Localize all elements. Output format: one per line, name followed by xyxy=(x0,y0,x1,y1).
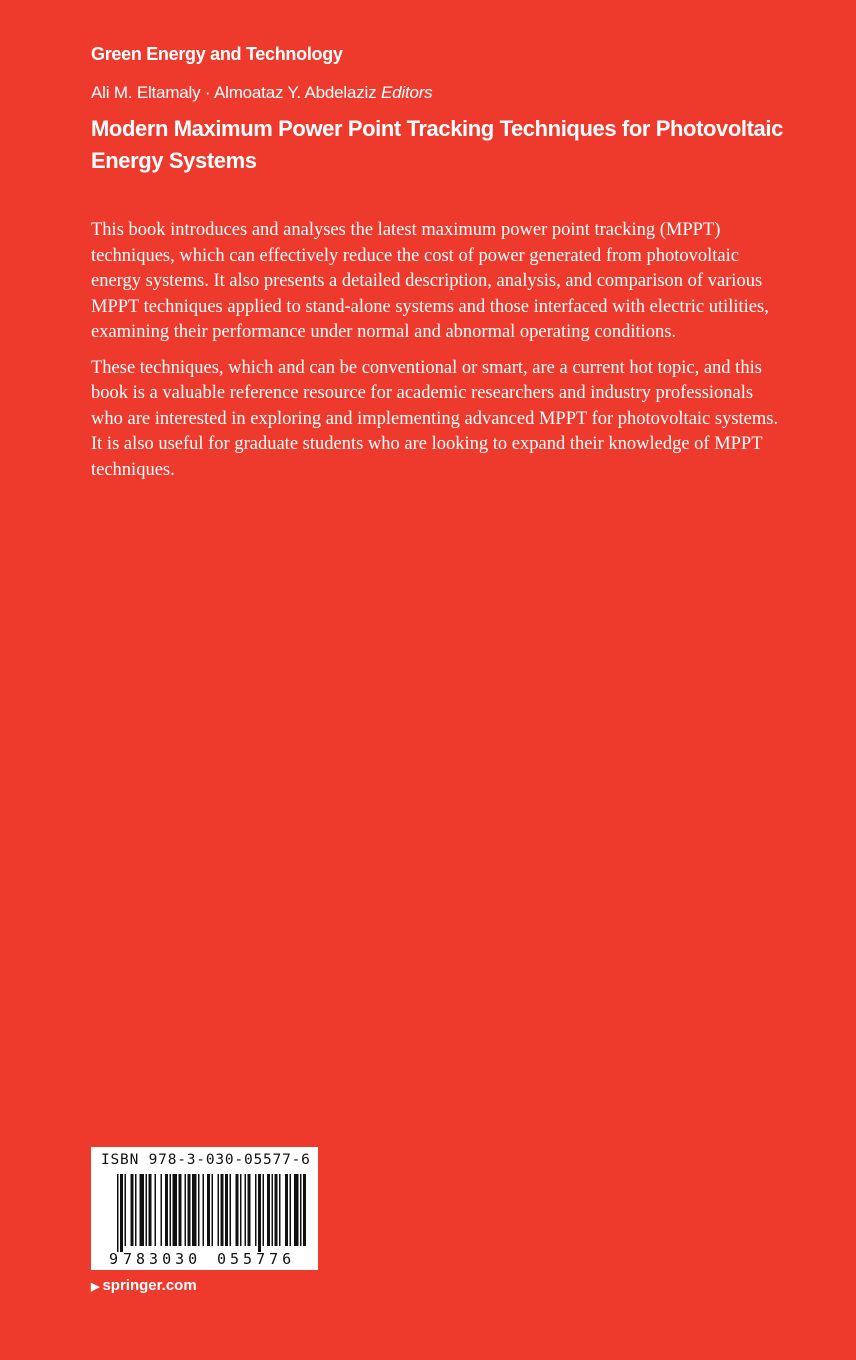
barcode-bar xyxy=(290,1174,292,1246)
blurb-paragraph: This book introduces and analyses the latest maximum power point tracking (MPPT) techniques, which can effectively reduce the cost of power generated from photovoltaic energy systems. It also presents a detailed description, analysis, and comparison of various MPPT techniques applied to stand-alone systems and those interfaced with electric utilities, examining their performance under normal and abnormal operating conditions. xyxy=(91,220,769,342)
editor-names: Ali M. Eltamaly · Almoataz Y. Abdelaziz xyxy=(91,83,377,102)
barcode-bar xyxy=(236,1174,239,1246)
barcode-bar xyxy=(117,1174,119,1252)
barcode-bar xyxy=(140,1174,145,1246)
barcode-bar xyxy=(300,1174,302,1246)
book-title: Modern Maximum Power Point Tracking Techniques for Photovoltaic Energy Systems xyxy=(91,116,783,173)
barcode-bar xyxy=(207,1174,210,1246)
barcode-bar xyxy=(135,1174,137,1246)
barcode-bar xyxy=(125,1174,127,1246)
barcode-bar xyxy=(165,1174,168,1246)
barcode-bar xyxy=(212,1174,214,1246)
barcode-bar xyxy=(161,1174,163,1246)
barcode-bar xyxy=(192,1174,197,1246)
barcode-bar xyxy=(275,1174,278,1246)
barcode-bar xyxy=(185,1174,187,1246)
isbn-label: ISBN 978-3-030-05577-6 xyxy=(101,1152,311,1168)
blurb-paragraph: These techniques, which and can be conventional or smart, are a current hot topic, and this book is a valuable reference resource for academic researchers and industry professionals who are interested in exploring and implementing advanced MPPT for photovoltaic systems. It is also useful for graduate students who are looking to expand their knowledge of MPPT techniques. xyxy=(91,357,779,480)
barcode-bar xyxy=(279,1174,281,1246)
barcode-bar xyxy=(294,1174,299,1246)
barcode-bar xyxy=(149,1174,152,1246)
barcode-bar xyxy=(230,1174,232,1246)
barcode-bar xyxy=(198,1174,200,1246)
barcode-bar xyxy=(255,1174,257,1246)
barcode-bar xyxy=(303,1174,306,1246)
barcode-bar xyxy=(146,1174,148,1246)
barcode-bar xyxy=(218,1174,220,1246)
isbn-barcode-box xyxy=(91,1147,318,1270)
barcode-bar xyxy=(263,1174,265,1246)
publisher-url: springer.com xyxy=(102,1277,197,1294)
barcode-bar xyxy=(267,1174,270,1246)
barcode-digits-left: 783030 xyxy=(123,1250,202,1268)
blurb xyxy=(91,218,781,493)
barcode-bar xyxy=(188,1174,191,1246)
barcode-bar xyxy=(131,1174,134,1246)
barcode-bar xyxy=(221,1174,224,1246)
barcode-bar xyxy=(272,1174,274,1246)
barcode-bar xyxy=(258,1174,261,1252)
barcode-bar xyxy=(120,1174,123,1252)
series-title: Green Energy and Technology xyxy=(91,44,343,64)
barcode-bar xyxy=(170,1174,172,1246)
editors-role: Editors xyxy=(380,83,433,102)
barcode-digits-right: 055776 xyxy=(217,1250,296,1268)
barcode-digit-lead: 9 xyxy=(109,1250,119,1268)
barcode-bar xyxy=(225,1174,228,1246)
publisher-link[interactable] xyxy=(91,1277,197,1294)
triangle-right-icon: ▶ xyxy=(91,1281,100,1293)
barcode-bar xyxy=(179,1174,182,1246)
barcode-bar xyxy=(155,1174,157,1246)
barcode-bar xyxy=(248,1174,251,1246)
barcode-bar xyxy=(203,1174,205,1246)
barcode-bar xyxy=(240,1174,242,1246)
barcode xyxy=(111,1174,309,1268)
barcode-bar xyxy=(245,1174,247,1246)
barcode-bar xyxy=(173,1174,178,1246)
barcode-bar xyxy=(285,1174,288,1246)
editors-line xyxy=(91,83,432,103)
